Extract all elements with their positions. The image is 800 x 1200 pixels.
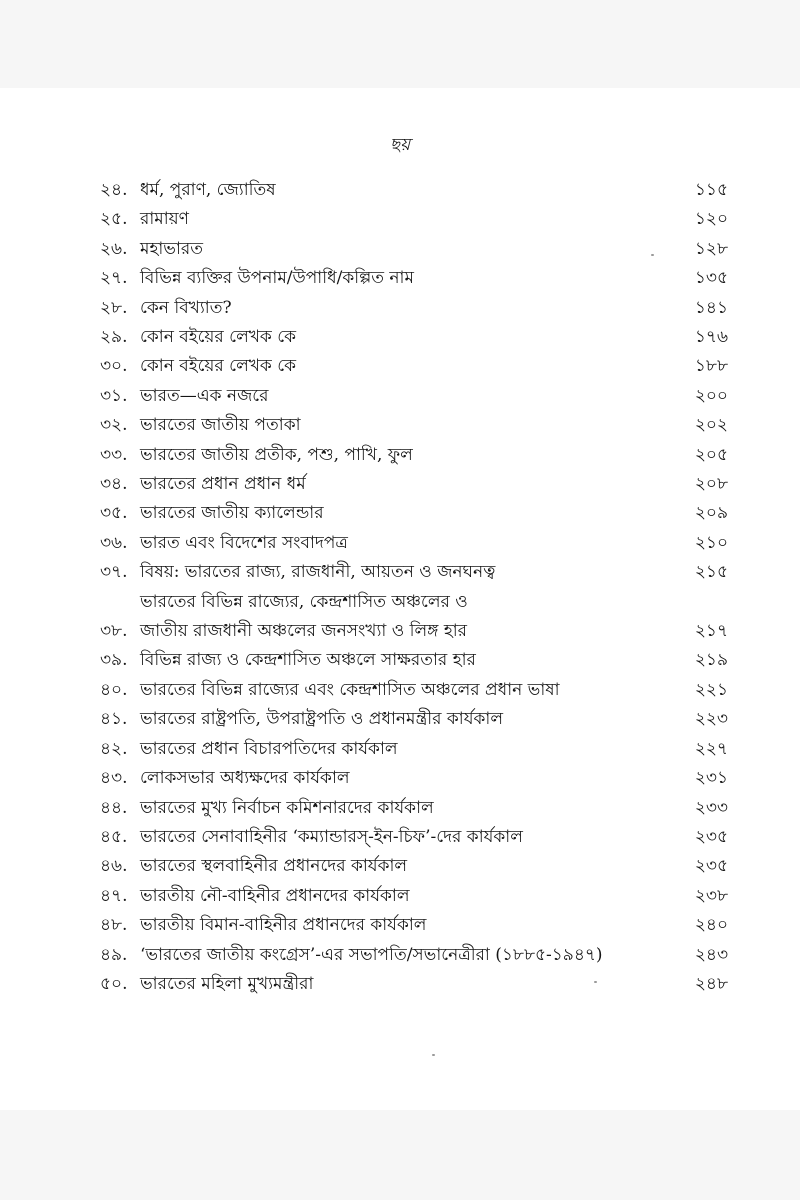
toc-entry-number: ২৫. [100,209,128,230]
toc-entry-number: ৫০. [100,973,128,994]
toc-entry-title-line: কেন বিখ্যাত? [140,297,232,318]
toc-entry-page-number: ২১০ [694,532,728,553]
toc-entry-title [140,764,676,793]
toc-entry-title-line: ভারতের মহিলা মুখ্যমন্ত্রীরা [140,973,314,994]
toc-entry-page-number: ২৩১ [694,768,728,789]
toc-entry-page-number: ১৭৬ [694,327,728,348]
toc-entry [100,499,728,528]
toc-entry-number: ৪৩. [100,768,128,789]
toc-entry-title [140,499,676,528]
toc-entry [100,764,728,793]
toc-entry-title [140,176,676,205]
toc-entry-title-line: জাতীয় রাজধানী অঞ্চলের জনসংখ্যা ও লিঙ্গ হার [140,621,468,642]
toc-entry-title-line: ধর্ম, পুরাণ, জ্যোতিষ [140,180,276,200]
toc-entry-title [140,735,676,764]
toc-entry-title-line: ভারতের প্রধান প্রধান ধর্ম [140,474,306,495]
toc-entry [100,941,728,970]
toc-entry-page-number: ১৪১ [694,297,728,318]
toc-entry-title-line: ভারতীয় নৌ-বাহিনীর প্রধানদের কার্যকাল [140,885,410,906]
toc-entry [100,264,728,293]
toc-entry-page-number: ১২০ [694,209,728,230]
toc-entry-title-line: রামায়ণ [140,209,189,230]
toc-entry-number: ২৬. [100,238,128,259]
toc-entry [100,235,728,264]
toc-entry-number: ৩৫. [100,503,128,524]
toc-entry [100,470,728,499]
toc-entry-number: ২৪. [100,180,128,200]
book-page [0,88,800,1110]
toc-entry [100,970,728,999]
toc-entry [100,705,728,734]
toc-entry-number: ৪১. [100,709,128,730]
toc-entry-page-number: ১৩৫ [694,268,728,289]
toc-entry-title-line: ভারতের বিভিন্ন রাজ্যের এবং কেন্দ্রশাসিত অঞ্চলের প্রধান ভাষা [140,679,560,700]
toc-entry-number: ২৮. [100,297,128,318]
toc-entry [100,294,728,323]
toc-entry-title-line: ভারতের বিভিন্ন রাজ্যের, কেন্দ্রশাসিত অঞ্চলের ও [140,591,468,612]
toc-entry-title-line: কোন বইয়ের লেখক কে [140,327,296,348]
toc-entry-number: ৩১. [100,385,128,406]
toc-entry-title [140,705,676,734]
toc-entry-title-line: মহাভারত [140,238,204,259]
toc-entry-page-number: ২৩৫ [694,826,728,847]
toc-entry-title-line: ভারতীয় বিমান-বাহিনীর প্রধানদের কার্যকাল [140,915,427,936]
scan-speck [432,1054,435,1056]
toc-entry [100,646,728,675]
toc-entry-number: ৪৫. [100,826,128,847]
toc-entry-page-number: ২০৮ [694,474,728,495]
toc-entry-page-number: ২২৩ [694,709,728,730]
toc-entry-title [140,970,676,999]
toc-entry-page-number: ২১৫ [694,562,728,583]
toc-entry-page-number: ২০৯ [694,503,728,524]
toc-entry-title-line: ভারতের রাষ্ট্রপতি, উপরাষ্ট্রপতি ও প্রধানমন্ত্রীর কার্যকাল [140,709,504,730]
toc-entry-title [140,852,676,881]
toc-entry-page-number: ১২৮ [694,238,728,259]
toc-entry [100,588,728,647]
toc-entry-page-number: ২২৭ [694,738,728,759]
toc-entry-number: ৩৬. [100,532,128,553]
toc-entry-page-number: ২৪৩ [694,944,728,965]
toc-entry-page-number: ২১৭ [694,621,728,642]
toc-entry-page-number: ২০৫ [694,444,728,465]
toc-entry-title [140,323,676,352]
toc-entry-title [140,441,676,470]
toc-entry-title-line: বিভিন্ন ব্যক্তির উপনাম/উপাধি/কল্পিত নাম [140,268,414,289]
toc-entry-number: ৩৭. [100,562,128,583]
toc-entry-title-line: ভারতের জাতীয় ক্যালেন্ডার [140,503,324,524]
toc-entry-page-number: ২৪০ [694,915,728,936]
scan-speck [651,254,654,256]
toc-entry-title [140,794,676,823]
toc-entry [100,911,728,940]
table-of-contents [100,176,728,999]
toc-entry-number: ৩৩. [100,444,128,465]
toc-entry-title-line: ‘ভারতের জাতীয় কংগ্রেস’-এর সভাপতি/সভানেত্রীরা (১৮৮৫-১৯৪৭) [140,944,603,965]
toc-entry-title [140,352,676,381]
toc-entry [100,529,728,558]
toc-entry-title [140,294,676,323]
toc-entry-number: ৩৯. [100,650,128,671]
toc-entry-title [140,382,676,411]
toc-entry-title-line: ভারতের জাতীয় প্রতীক, পশু, পাখি, ফুল [140,444,413,465]
toc-entry-page-number: ২২১ [694,679,728,700]
toc-entry-title-line: বিষয়: ভারতের রাজ্য, রাজধানী, আয়তন ও জনঘনত্ব [140,562,496,583]
toc-entry-number: ২৭. [100,268,128,289]
toc-entry [100,794,728,823]
toc-entry-title-line: ভারতের জাতীয় পতাকা [140,415,301,436]
toc-entry-title [140,676,676,705]
toc-entry-page-number: ২৩৮ [694,885,728,906]
scan-speck [594,981,597,983]
toc-entry [100,323,728,352]
toc-entry-page-number: ১১৫ [694,180,728,200]
toc-entry-title [140,264,676,293]
toc-entry-page-number: ২৩৩ [694,797,728,818]
toc-entry-page-number: ২০২ [694,415,728,436]
toc-entry [100,382,728,411]
toc-entry-title [140,646,676,675]
toc-entry-title-line: কোন বইয়ের লেখক কে [140,356,296,377]
toc-entry [100,176,728,205]
toc-entry-title-line: ভারতের মুখ্য নির্বাচন কমিশনারদের কার্যকাল [140,797,434,818]
toc-entry-number: ৩৪. [100,474,128,495]
toc-entry-title [140,235,676,264]
toc-entry-number: ৩০. [100,356,128,377]
toc-entry [100,558,728,587]
toc-entry-number: ৪৬. [100,856,128,877]
toc-entry-page-number: ২৩৫ [694,856,728,877]
toc-entry [100,735,728,764]
toc-entry-number: ৪২. [100,738,128,759]
toc-entry-title [140,823,676,852]
toc-entry [100,852,728,881]
toc-entry-number: ৪৪. [100,797,128,818]
toc-entry-page-number: ১৮৮ [694,356,728,377]
toc-entry-number: ৩২. [100,415,128,436]
toc-entry-title-line: ভারত—এক নজরে [140,385,269,406]
toc-entry [100,205,728,234]
toc-entry-title-line: ভারতের সেনাবাহিনীর ‘কম্যান্ডারস্-ইন-চিফ’-দের কার্যকাল [140,826,523,847]
toc-entry-title-line: বিভিন্ন রাজ্য ও কেন্দ্রশাসিত অঞ্চলে সাক্ষরতার হার [140,650,476,671]
toc-entry [100,676,728,705]
toc-entry-title [140,411,676,440]
toc-entry-number: ৪৯. [100,944,128,965]
toc-entry-title [140,588,676,647]
toc-entry-title [140,470,676,499]
toc-entry-title [140,558,676,587]
toc-entry [100,411,728,440]
toc-entry-title [140,205,676,234]
page-folio: ছয় [389,135,411,155]
toc-entry-number: ৪০. [100,679,128,700]
toc-entry-title-line: ভারতের প্রধান বিচারপতিদের কার্যকাল [140,738,398,759]
toc-entry-title-line: ভারত এবং বিদেশের সংবাদপত্র [140,532,348,553]
toc-entry-number: ৪৭. [100,885,128,906]
toc-entry-page-number: ২১৯ [694,650,728,671]
toc-entry [100,823,728,852]
toc-entry-number: ৪৮. [100,915,128,936]
toc-entry-title [140,882,676,911]
toc-entry-title [140,941,676,970]
toc-entry-title [140,529,676,558]
toc-entry-title-line: ভারতের স্থলবাহিনীর প্রধানদের কার্যকাল [140,856,408,877]
toc-entry [100,882,728,911]
toc-entry [100,441,728,470]
toc-entry-title [140,911,676,940]
toc-entry-number: ২৯. [100,327,128,348]
toc-entry [100,352,728,381]
toc-entry-page-number: ২৪৮ [694,973,728,994]
toc-entry-title-line: লোকসভার অধ্যক্ষদের কার্যকাল [140,768,350,789]
toc-entry-page-number: ২০০ [694,385,728,406]
toc-entry-number: ৩৮. [100,621,128,642]
